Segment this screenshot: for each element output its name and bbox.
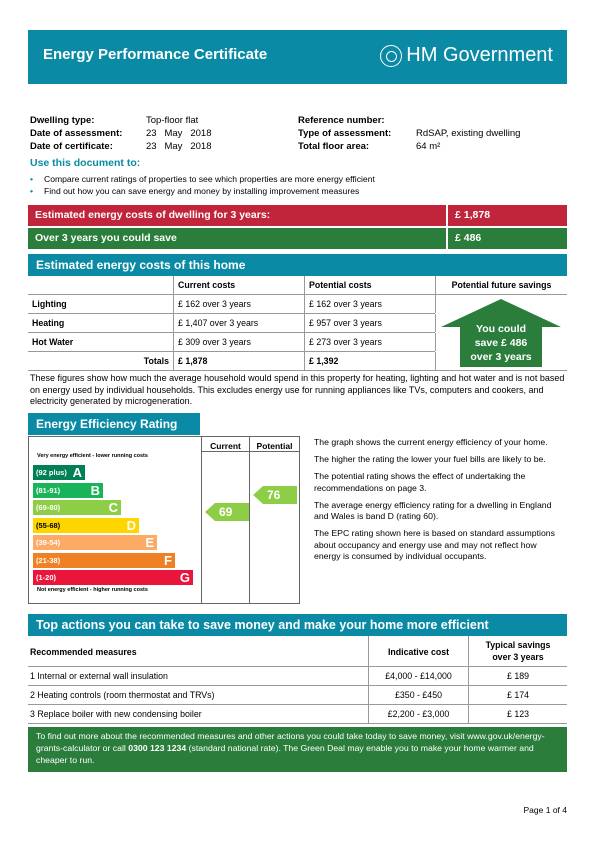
band-range: (39-54): [36, 538, 61, 547]
rating-band-g: [33, 570, 193, 585]
table-header-row: [28, 276, 567, 294]
savings-line-3: over 3 years: [470, 351, 532, 363]
divider: [201, 451, 299, 452]
band-letter: G: [179, 570, 190, 585]
assessment-date-label: Date of assessment:: [30, 128, 123, 139]
band-letter: B: [90, 482, 100, 498]
dwelling-info: [30, 114, 211, 153]
potential-rating-value: 76: [267, 488, 281, 502]
potential-cost: £ 162 over 3 years: [304, 295, 435, 313]
divider: [28, 370, 567, 371]
use-document-title: Use this document to:: [30, 157, 141, 169]
band-letter: E: [145, 535, 154, 550]
assessment-type-label: Type of assessment:: [298, 128, 392, 139]
list-item: • Find out how you can save energy and money by installing improvement measures: [30, 185, 375, 197]
header-banner: [28, 30, 567, 84]
table-row: [28, 686, 567, 704]
rating-band-f: [33, 553, 175, 568]
efficiency-chart: [28, 436, 300, 604]
band-range: (21-38): [36, 555, 61, 565]
indicative-cost: £4,000 - £14,000: [368, 667, 468, 685]
indicative-cost: £350 - £450: [368, 686, 468, 704]
table-header: Potential costs: [304, 276, 435, 294]
efficiency-section-title: Energy Efficiency Rating: [28, 413, 200, 435]
certificate-date: 23 May 2018: [146, 141, 212, 152]
potential-cost: £ 273 over 3 years: [304, 333, 435, 351]
paragraph: The graph shows the current energy efficiency of your home.: [314, 437, 548, 447]
rating-band-b: [33, 483, 103, 498]
savings-bar: [28, 228, 567, 249]
table-header: Typical savings over 3 years: [468, 636, 567, 666]
savings-line-2: save £ 486: [474, 337, 528, 349]
page-number: Page 1 of 4: [523, 805, 567, 815]
assessment-date: 23 May 2018: [146, 128, 212, 139]
dwelling-type: Top-floor flat: [146, 115, 199, 126]
top-efficiency-note: Very energy efficient - lower running costs: [37, 453, 148, 459]
measure: 3 Replace boiler with new condensing boiler: [30, 709, 202, 719]
dwelling-type-label: Dwelling type:: [30, 115, 95, 126]
band-range: (69-80): [36, 503, 61, 512]
bottom-efficiency-note: Not energy efficient - higher running costs: [37, 587, 148, 593]
gov-label: HM Government: [406, 44, 553, 66]
paragraph: The potential rating shows the effect of undertaking the recommendations on page 3.: [314, 471, 526, 493]
measure: 1 Internal or external wall insulation: [30, 671, 168, 681]
divider: [249, 437, 250, 603]
band-range: (81-91): [36, 485, 61, 495]
paragraph: The EPC rating shown here is based on standard assumptions about occupancy and energy use and may not reflect how energy is consumed by individual occupants.: [314, 528, 555, 561]
current-rating-arrow: [205, 503, 249, 521]
rating-band-e: [33, 535, 157, 550]
hm-government-logo: [380, 44, 553, 67]
estimated-cost-value: £ 1,878: [448, 205, 567, 226]
totals-potential: £ 1,392: [304, 352, 435, 370]
band-range: (92 plus): [36, 468, 67, 477]
estimated-cost-label: Estimated energy costs of dwelling for 3 years:: [28, 205, 446, 226]
paragraph: The higher the rating the lower your fuel bills are likely to be.: [314, 454, 546, 464]
band-range: (55-68): [36, 520, 61, 530]
more-info-box: [28, 727, 567, 772]
row-label: Lighting: [32, 299, 67, 309]
table-row: [28, 667, 567, 685]
indicative-cost: £2,200 - £3,000: [368, 705, 468, 723]
divider: [201, 437, 202, 603]
list-item: • Compare current ratings of properties to see which properties are more energy efficient: [30, 173, 375, 185]
crest-icon: [380, 45, 402, 67]
band-letter: A: [72, 465, 82, 480]
current-cost: £ 309 over 3 years: [173, 333, 304, 351]
assessment-type: RdSAP, existing dwelling: [416, 128, 521, 139]
potential-column-header: Potential: [256, 441, 293, 451]
row-label: Hot Water: [32, 337, 74, 347]
current-column-header: Current: [210, 441, 241, 451]
rating-band-d: [33, 518, 139, 533]
current-cost: £ 162 over 3 years: [173, 295, 304, 313]
table-header: Potential future savings: [435, 276, 567, 294]
potential-rating-arrow: [253, 486, 297, 504]
savings-value: £ 486: [448, 228, 567, 249]
page-title: Energy Performance Certificate: [43, 46, 268, 63]
floor-area: 64 m²: [416, 141, 441, 152]
table-header: [28, 276, 173, 294]
potential-cost: £ 957 over 3 years: [304, 314, 435, 332]
certificate-date-label: Date of certificate:: [30, 141, 113, 152]
phone-number[interactable]: 0300 123 1234: [128, 743, 187, 753]
totals-label: Totals: [143, 356, 169, 366]
costs-section-title: Estimated energy costs of this home: [28, 254, 567, 276]
estimated-cost-bar: [28, 205, 567, 226]
use-document-list: [30, 173, 375, 197]
typical-savings: £ 189: [468, 667, 567, 685]
typical-savings: £ 174: [468, 686, 567, 704]
efficiency-explanation: [314, 437, 564, 568]
up-arrow-icon: [439, 299, 563, 367]
typical-savings: £ 123: [468, 705, 567, 723]
row-label: Heating: [32, 318, 65, 328]
divider: [28, 723, 567, 724]
table-row: [28, 705, 567, 723]
floor-area-label: Total floor area:: [298, 141, 370, 152]
totals-current: £ 1,878: [173, 352, 304, 370]
measure: 2 Heating controls (room thermostat and TRVs): [30, 690, 215, 700]
band-letter: C: [108, 500, 118, 515]
table-header: Current costs: [173, 276, 304, 294]
band-letter: F: [164, 552, 172, 568]
footer-text: (standard national rate). The Green Deal may enable you to make your home warmer and cheaper to run.: [36, 743, 534, 765]
costs-explanation: These figures show how much the average household would spend in this property for heating, lighting and hot water and is not based on energy used by individual households. This excludes energy use for running appliances like TVs, computers and cookers, and electricity generated by microgeneration.: [30, 373, 565, 406]
current-rating-value: 69: [219, 505, 233, 519]
band-range: (1-20): [36, 573, 57, 582]
assessment-info: [298, 114, 520, 153]
actions-section-title: Top actions you can take to save money and make your home more efficient: [28, 614, 567, 636]
savings-arrow: [439, 299, 563, 367]
table-header-row: [28, 636, 567, 666]
band-letter: D: [126, 517, 136, 533]
table-header: Recommended measures: [30, 647, 137, 657]
reference-label: Reference number:: [298, 115, 385, 126]
footer-text: To find out more about the recommended measures and other actions you could take today to save money, visit www.gov.uk/energy-grants-calculator or call: [36, 731, 545, 753]
rating-band-c: [33, 500, 121, 515]
rating-band-a: [33, 465, 85, 480]
savings-label: Over 3 years you could save: [28, 228, 446, 249]
savings-line-1: You could: [476, 323, 526, 335]
paragraph: The average energy efficiency rating for a dwelling in England and Wales is band D (rating 60).: [314, 499, 552, 521]
current-cost: £ 1,407 over 3 years: [173, 314, 304, 332]
table-header: Indicative cost: [368, 636, 468, 666]
